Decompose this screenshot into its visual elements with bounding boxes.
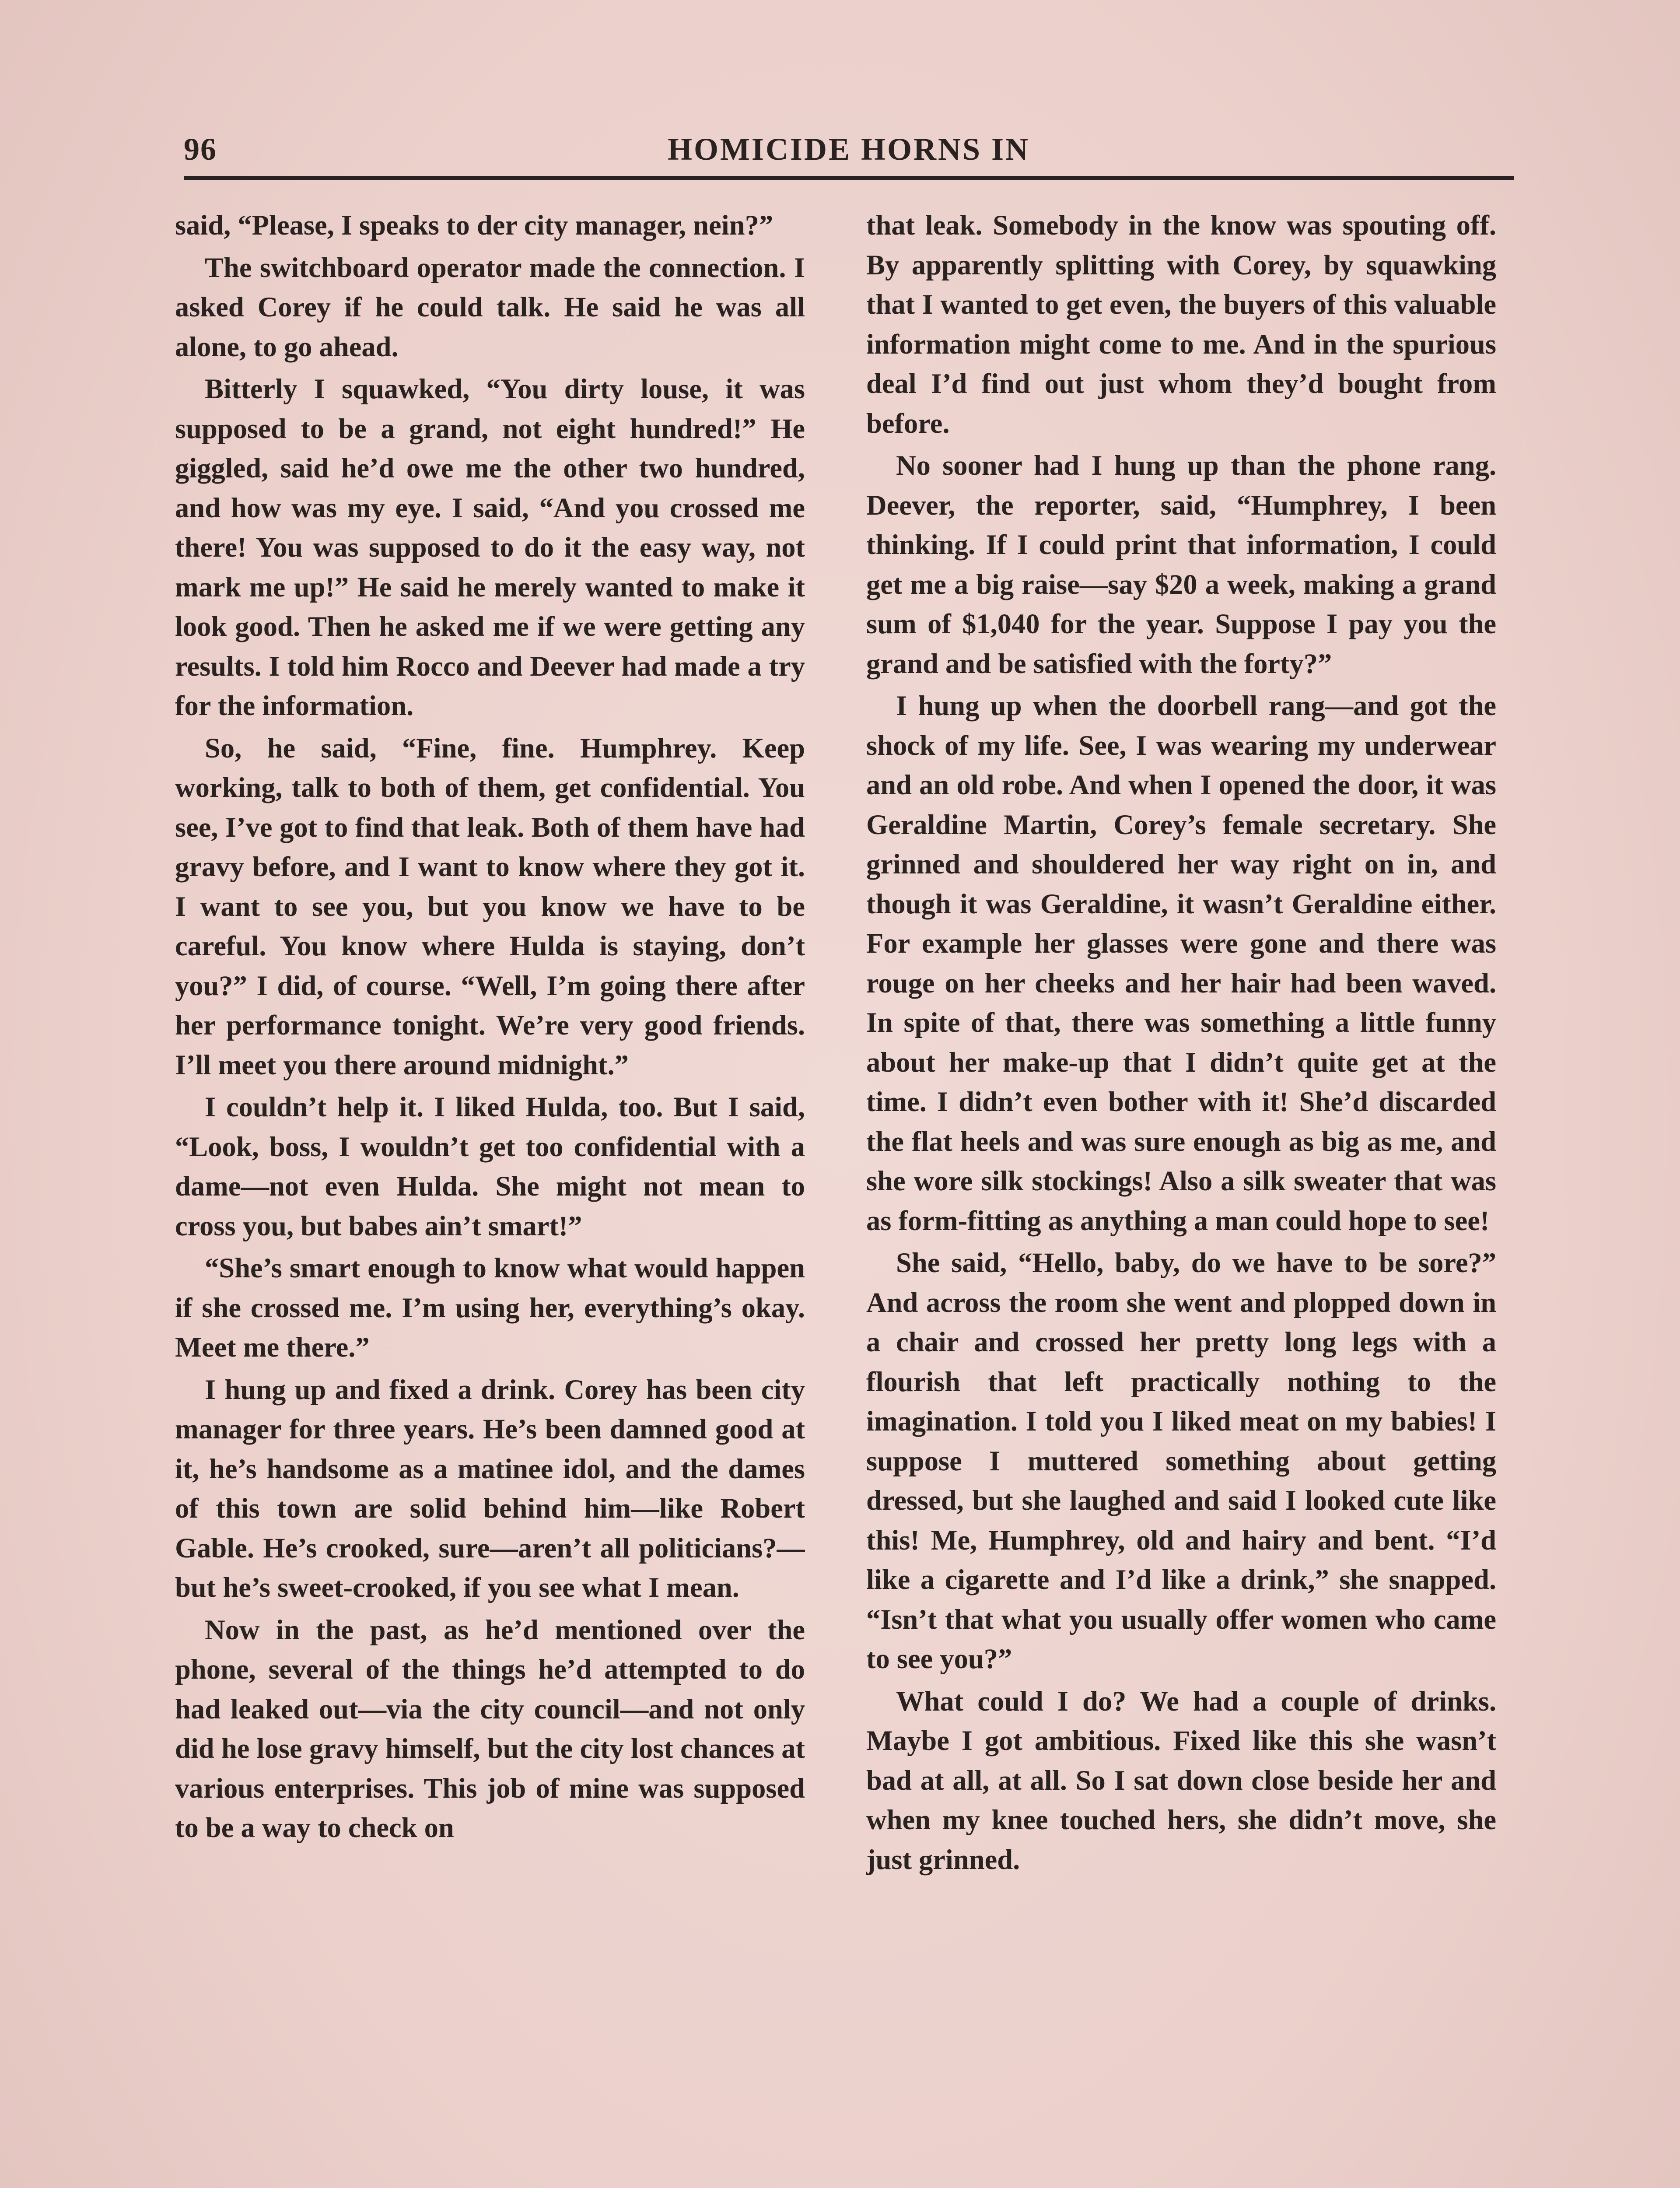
paragraph: said, “Please, I speaks to der city manager, nein?” bbox=[175, 210, 774, 241]
paragraph: “She’s smart enough to know what would happen if she crossed me. I’m using her, everything’s okay. Meet me there.” bbox=[175, 1252, 805, 1363]
paragraph: What could I do? We had a couple of drinks. Maybe I got ambitious. Fixed like this she wasn’t bad at all, at all. So I sat down close beside her and when my knee touched hers, she didn’t move, she just grinned. bbox=[866, 1685, 1496, 1875]
paragraph: I hung up when the doorbell rang—and got the shock of my life. See, I was wearing my underwear and an old robe. And when I opened the door, it was Geraldine Martin, Corey’s female secretary. She grinned and shouldered her way right on in, and though it was Geraldine, it wasn’t Geraldine either. For example her glasses were gone and there was rouge on her cheeks and her hair had been waved. In spite of that, there was something a little funny about her make-up that I didn’t quite get at the time. I didn’t even bother with it! She’d discarded the flat heels and was sure enough as big as me, and she wore silk stockings! Also a silk sweater that was as form-fitting as anything a man could hope to see! bbox=[866, 690, 1496, 1236]
paragraph: I couldn’t help it. I liked Hulda, too. But I said, “Look, boss, I wouldn’t get too confidential with a dame—not even Hulda. She might not mean to cross you, but babes ain’t smart!” bbox=[175, 1091, 805, 1241]
paragraph: The switchboard operator made the connection. I asked Corey if he could talk. He said he was all alone, to go ahead. bbox=[175, 252, 805, 362]
paragraph: So, he said, “Fine, fine. Humphrey. Keep working, talk to both of them, get confidential. You see, I’ve got to find that leak. Both of them have had gravy before, and I want to know where they got it. I want to see you, but you know we have to be careful. You know where Hulda is staying, don’t you?” I did, of course. “Well, I’m going there after her performance tonight. We’re very good friends. I’ll meet you there around midnight.” bbox=[175, 732, 805, 1080]
paragraph: I hung up and fixed a drink. Corey has been city manager for three years. He’s been damned good at it, he’s handsome as a matinee idol, and the dames of this town are solid behind him—like Robert Gable. He’s crooked, sure—aren’t all politicians?—but he’s sweet-crooked, if you see what I mean. bbox=[175, 1374, 805, 1603]
paragraph: No sooner had I hung up than the phone rang. Deever, the reporter, said, “Humphrey, I been thinking. If I could print that information, I could get me a big raise—say $20 a week, making a grand sum of $1,040 for the year. Suppose I pay you the grand and be satisfied with the forty?” bbox=[866, 450, 1496, 679]
right-text-column bbox=[866, 206, 1496, 2188]
page-number: 96 bbox=[184, 132, 217, 167]
left-text-column bbox=[175, 206, 805, 2188]
paragraph: Now in the past, as he’d mentioned over the phone, several of the things he’d attempted to do had leaked out—via the city council—and not only did he lose gravy himself, but the city lost chances at various enterprises. This job of mine was supposed to be a way to check on bbox=[175, 1614, 805, 1843]
paragraph: She said, “Hello, baby, do we have to be sore?” And across the room she went and plopped down in a chair and crossed her pretty long legs with a flourish that left practically nothing to the imagination. I told you I liked meat on my babies! I suppose I muttered something about getting dressed, but she laughed and said I looked cute like this! Me, Humphrey, old and hairy and bent. “I’d like a cigarette and I’d like a drink,” she snapped. “Isn’t that what you usually offer women who came to see you?” bbox=[866, 1247, 1496, 1674]
paragraph: Bitterly I squawked, “You dirty louse, it was supposed to be a grand, not eight hundred!” He giggled, said he’d owe me the other two hundred, and how was my eye. I said, “And you crossed me there! You was supposed to do it the easy way, not mark me up!” He said he merely wanted to make it look good. Then he asked me if we were getting any results. I told him Rocco and Deever had made a try for the information. bbox=[175, 373, 805, 721]
paragraph: that leak. Somebody in the know was spouting off. By apparently splitting with Corey, by squawking that I wanted to get even, the buyers of this valuable information might come to me. And in the spurious deal I’d find out just whom they’d bought from before. bbox=[866, 210, 1496, 439]
header-rule bbox=[184, 176, 1514, 180]
running-title: HOMICIDE HORNS IN bbox=[667, 132, 1030, 167]
page-header bbox=[184, 127, 1514, 193]
